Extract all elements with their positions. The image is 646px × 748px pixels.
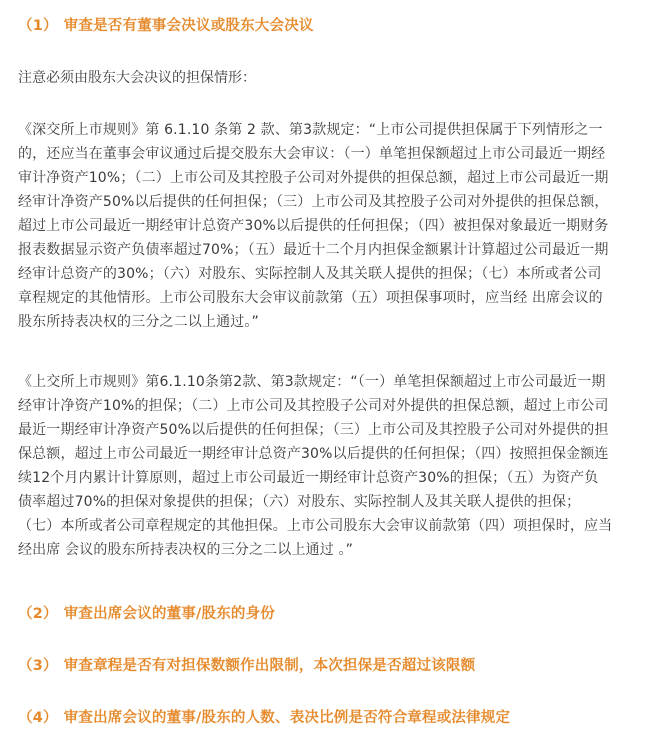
heading-4-number: （4） xyxy=(18,710,58,726)
heading-2-text: 审查出席会议的董事/股东的身份 xyxy=(63,606,275,622)
note-text: 注意必须由股东大会决议的担保情形： xyxy=(18,70,256,86)
sse-line-5: 续12个月内累计计算原则，超过上市公司最近一期经审计总资产30%的担保；（五）为资产负 xyxy=(18,470,599,486)
szse-line-7: 经审计总资产的30%；（六）对股东、实际控制人及其关联人提供的担保；（七）本所或者公司 xyxy=(18,266,602,282)
heading-4 xyxy=(18,708,510,728)
heading-3 xyxy=(18,656,475,676)
sse-line-6: 债率超过70%的担保对象提供的担保；（六）对股东、实际控制人及其关联人提供的担保； xyxy=(18,494,581,510)
szse-line-1: 《深交所上市规则》第 6.1.10 条第 2 款、第3款规定：“上市公司提供担保属于下列情形之一 xyxy=(18,122,603,138)
szse-rule-paragraph xyxy=(18,118,638,334)
szse-line-5: 超过上市公司最近一期经审计总资产30%以后提供的任何担保；（四）被担保对象最近一期财务 xyxy=(18,218,609,234)
szse-line-8: 章程规定的其他情形。上市公司股东大会审议前款第（五）项担保事项时，应当经 出席会议的 xyxy=(18,290,603,306)
heading-1-text: 审查是否有董事会决议或股东大会决议 xyxy=(63,18,314,34)
sse-line-1: 《上交所上市规则》第6.1.10条第2款、第3款规定：“（一）单笔担保额超过上市公司最近一期 xyxy=(18,374,606,390)
sse-rule-paragraph xyxy=(18,370,638,562)
heading-2 xyxy=(18,604,275,624)
sse-line-8: 经出席 会议的股东所持表决权的三分之二以上通过 。” xyxy=(18,542,354,558)
heading-3-text: 审查章程是否有对担保数额作出限制，本次担保是否超过该限额 xyxy=(63,658,476,674)
szse-line-6: 报表数据显示资产负债率超过70%；（五）最近十二个月内担保金额累计计算超过公司最近一期 xyxy=(18,242,609,258)
heading-3-number: （3） xyxy=(18,658,58,674)
szse-line-4: 经审计净资产50%以后提供的任何担保；（三）上市公司及其控股子公司对外提供的担保总额， xyxy=(18,194,609,210)
sse-line-2: 经审计净资产10%的担保；（二）上市公司及其控股子公司对外提供的担保总额，超过上市公司 xyxy=(18,398,609,414)
heading-2-number: （2） xyxy=(18,606,58,622)
szse-line-2: 的，还应当在董事会审议通过后提交股东大会审议：（一）单笔担保额超过上市公司最近一期经 xyxy=(18,146,606,162)
sse-line-3: 最近一期经审计净资产50%以后提供的任何担保；（三）上市公司及其控股子公司对外提供的担 xyxy=(18,422,609,438)
sse-line-4: 保总额，超过上市公司最近一期经审计总资产30%以后提供的任何担保；（四）按照担保金额连 xyxy=(18,446,609,462)
heading-4-text: 审查出席会议的董事/股东的人数、表决比例是否符合章程或法律规定 xyxy=(63,710,511,726)
heading-1 xyxy=(18,16,314,36)
szse-line-9: 股东所持表决权的三分之二以上通过。” xyxy=(18,314,259,330)
szse-line-3: 审计净资产10%；（二）上市公司及其控股子公司对外提供的担保总额，超过上市公司最近一期 xyxy=(18,170,609,186)
sse-line-7: （七）本所或者公司章程规定的其他担保。上市公司股东大会审议前款第（四）项担保时，应当 xyxy=(18,518,613,534)
heading-1-number: （1） xyxy=(18,18,58,34)
